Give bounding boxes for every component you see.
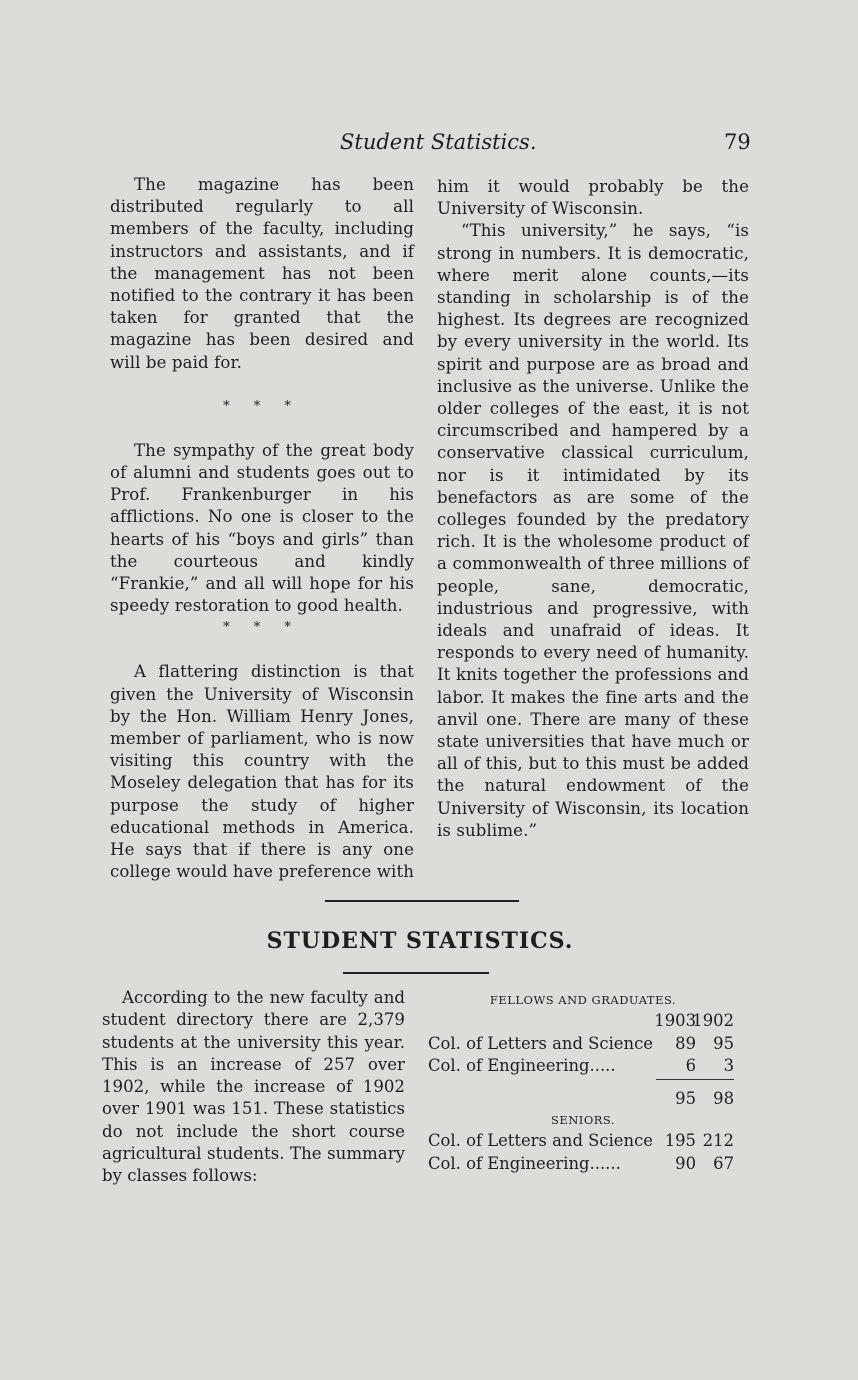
heading-underline xyxy=(343,972,489,974)
value-1903: 195 xyxy=(664,1131,696,1150)
page-number: 79 xyxy=(724,130,751,154)
paragraph-magazine: The magazine has been distributed regularly to all members of the faculty, including instructors and assistants, and if the management has not been notified to the contrary it has been taken for granted that the magazine has been desired and will be paid for. xyxy=(110,175,414,372)
section-divider xyxy=(325,900,519,902)
table-row xyxy=(428,1153,738,1176)
running-title: Student Statistics. xyxy=(340,130,537,154)
section-heading: STUDENT STATISTICS. xyxy=(266,928,574,954)
value-1903: 6 xyxy=(685,1056,696,1075)
year-header-row xyxy=(428,1010,738,1033)
year-1902-header: 1902 xyxy=(692,1011,734,1030)
row-label: Col. of Engineering...... xyxy=(428,1153,621,1173)
paragraph-distinction: A flattering distinction is that given the University of Wisconsin by the Hon. William Henry Jones, member of parliament, who is now visiting this country with the Moseley delegation that has for its purpose the study of higher educational methods in America. He says that if there is any one college would have preference with xyxy=(110,662,414,882)
seniors-caption: SENIORS. xyxy=(550,1113,616,1127)
value-1902: 95 xyxy=(713,1033,734,1053)
table-row xyxy=(428,1055,738,1078)
total-1902: 98 xyxy=(713,1088,734,1108)
intro-paragraph: According to the new faculty and student directory there are 2,379 students at the university this year. This is an increase of 257 over 1902, while the increase of 1902 over 1901 was 151. These statistics do not include the short course agricultural students. The summary by classes follows: xyxy=(102,988,405,1186)
section-separator: * * * xyxy=(223,620,301,636)
row-label: Col. of Engineering..... xyxy=(428,1056,616,1075)
row-label: Col. of Letters and Science xyxy=(428,1033,653,1053)
fellows-caption: FELLOWS AND GRADUATES. xyxy=(489,993,677,1007)
statistics-table xyxy=(428,990,738,1175)
total-row xyxy=(428,1088,738,1111)
left-column xyxy=(110,174,414,883)
paragraph-sympathy: The sympathy of the great body of alumni and students goes out to Prof. Frankenburger in his afflictions. No one is closer to the hearts of his “boys and girls” than the courteous and kindly “Frankie,” and all will hope for his speedy restoration to good health. xyxy=(110,440,414,616)
row-label: Col. of Letters and Science xyxy=(428,1131,653,1150)
paragraph-continuation: him it would probably be the University of Wisconsin. xyxy=(437,177,749,219)
section-separator: * * * xyxy=(223,398,301,414)
paragraph-quote: “This university,” he says, “is strong in numbers. It is democratic, where merit alone counts,—its standing in scholarship is of the highest. Its degrees are recognized by every university in the world. Its spirit and purpose are as broad and inclusive as the universe. Unlike the older colleges of the east, it is not circumscribed and hampered by a conservative classical curriculum, nor is it intimidated by its benefactors as are some of the colleges founded by the predatory rich. It is the wholesome product of a commonwealth of three millions of people, sane, democratic, industrious and progressive, with ideals and unafraid of ideas. It responds to every need of humanity. It knits together the professions and labor. It makes the fine arts and the anvil one. There are many of these state universities that have much or all of this, but to this must be added the natural endowment of the University of Wisconsin, its location is sublime.” xyxy=(437,221,749,840)
value-1902: 3 xyxy=(723,1056,734,1075)
table-row xyxy=(428,1033,738,1056)
total-rule xyxy=(428,1078,738,1088)
year-1903-header: 1903 xyxy=(654,1011,696,1030)
value-1902: 212 xyxy=(702,1131,734,1150)
running-header xyxy=(0,130,858,160)
total-1903: 95 xyxy=(675,1088,696,1108)
statistics-intro xyxy=(102,987,405,1188)
value-1902: 67 xyxy=(713,1153,734,1173)
right-column xyxy=(437,176,749,842)
table-row xyxy=(428,1130,738,1153)
value-1903: 89 xyxy=(675,1033,696,1053)
value-1903: 90 xyxy=(675,1153,696,1173)
